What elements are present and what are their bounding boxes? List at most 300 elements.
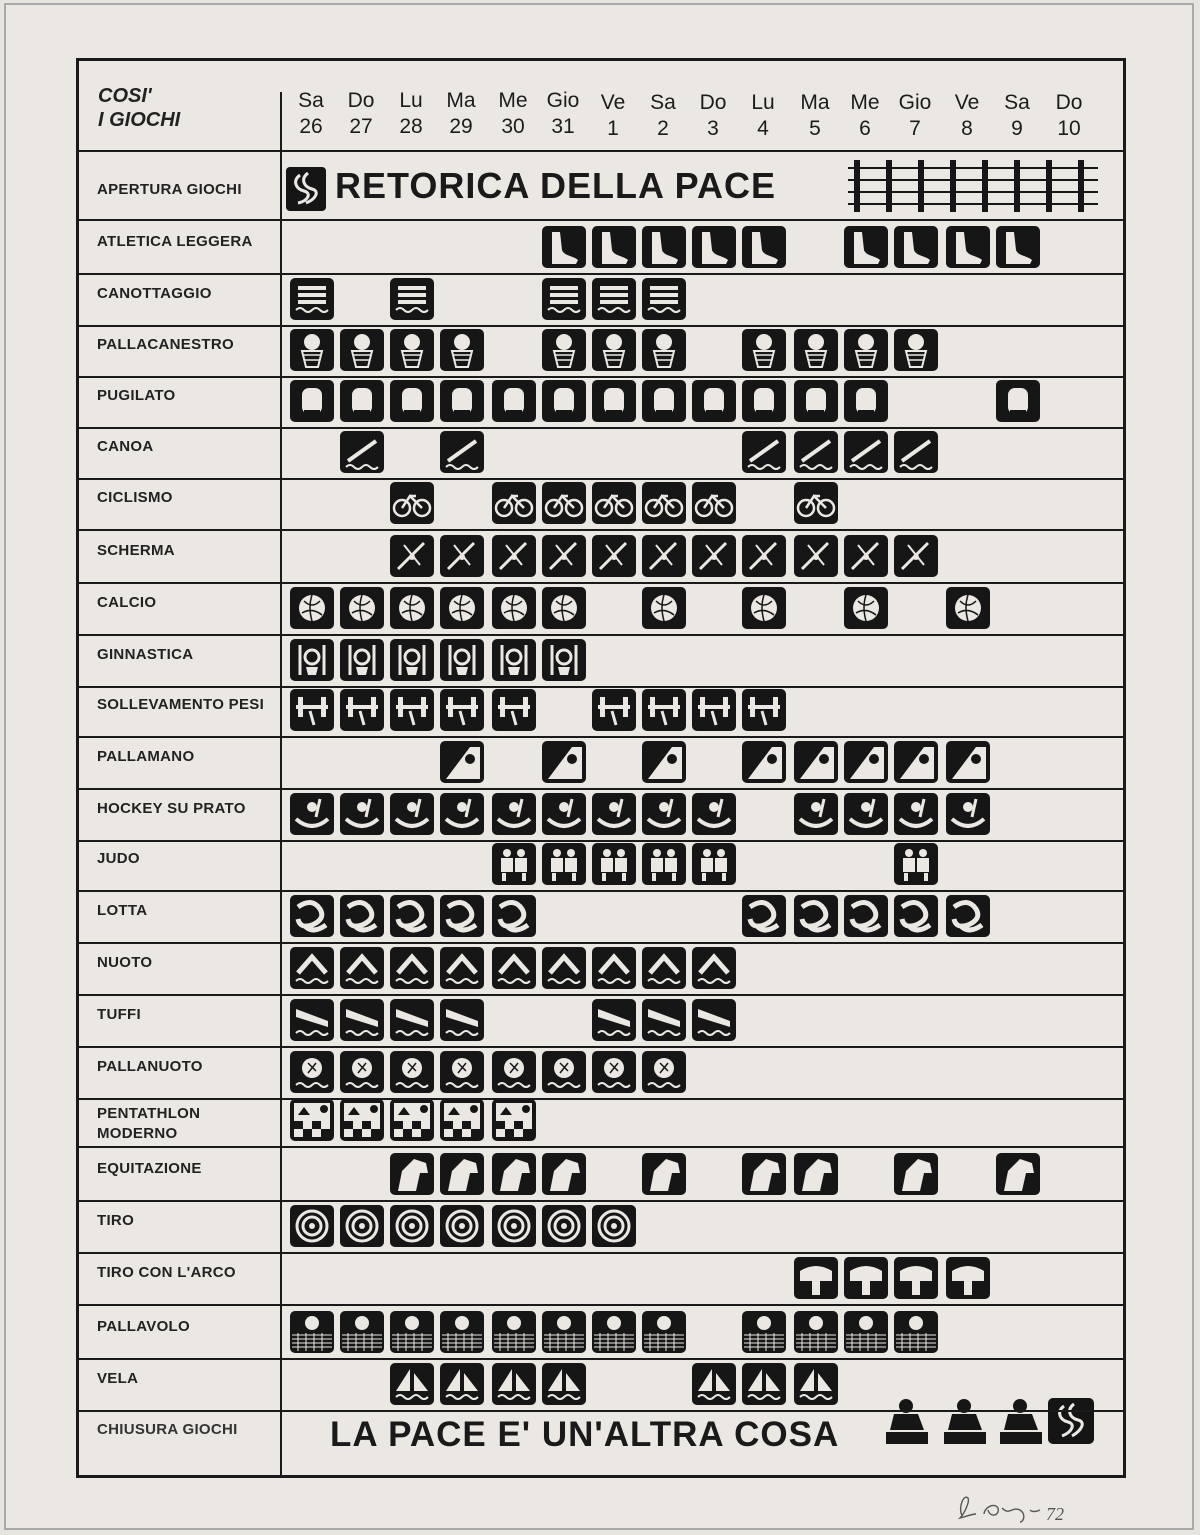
foot-icon (642, 226, 686, 268)
day-column-header (943, 90, 991, 142)
canoe-paddle-icon (794, 431, 838, 473)
row-divider (76, 376, 1126, 378)
day-column-header (689, 90, 737, 142)
day-number: 2 (657, 117, 669, 140)
weightlifting-icon (390, 689, 434, 731)
day-number: 5 (809, 117, 821, 140)
handball-icon (542, 741, 586, 783)
sport-label (97, 1104, 200, 1144)
day-name: Ma (446, 89, 476, 112)
horse-head-icon (894, 1153, 938, 1195)
sport-label: PALLAVOLO (97, 1318, 190, 1335)
volleyball-net-icon (390, 1311, 434, 1353)
water-polo-icon (290, 1051, 334, 1093)
gymnastics-rings-icon (390, 639, 434, 681)
wrestling-icon (390, 895, 434, 937)
boxing-glove-icon (844, 380, 888, 422)
rowing-icon (290, 278, 334, 320)
day-column-header (337, 88, 385, 140)
day-name: Do (347, 89, 375, 112)
fencing-icon (844, 535, 888, 577)
sport-label: EQUITAZIONE (97, 1160, 202, 1177)
day-name: Sa (650, 91, 676, 114)
basketball-icon (440, 329, 484, 371)
fencing-icon (592, 535, 636, 577)
wrestling-icon (340, 895, 384, 937)
weightlifting-icon (340, 689, 384, 731)
day-number: 7 (909, 117, 921, 140)
handball-icon (642, 741, 686, 783)
weightlifting-icon (592, 689, 636, 731)
row-divider (76, 1046, 1126, 1048)
fencing-icon (440, 535, 484, 577)
wrestling-icon (440, 895, 484, 937)
horse-head-icon (996, 1153, 1040, 1195)
day-number: 4 (757, 117, 769, 140)
swimming-icon (642, 947, 686, 989)
hockey-stick-icon (492, 793, 536, 835)
opening-text: RETORICA DELLA PACE (335, 165, 777, 206)
canoe-paddle-icon (844, 431, 888, 473)
archery-bow-icon (894, 1257, 938, 1299)
poster-title (98, 84, 180, 132)
day-column-header (589, 90, 637, 142)
day-column-header (791, 90, 839, 142)
boxing-glove-icon (340, 380, 384, 422)
volleyball-net-icon (492, 1311, 536, 1353)
hockey-stick-icon (894, 793, 938, 835)
boxing-glove-icon (542, 380, 586, 422)
day-column-header (1045, 90, 1093, 142)
day-name: Me (498, 89, 528, 112)
pentathlon-icon (340, 1099, 384, 1141)
swimming-icon (692, 947, 736, 989)
fencing-icon (894, 535, 938, 577)
horse-head-icon (642, 1153, 686, 1195)
day-number: 6 (859, 117, 871, 140)
hockey-stick-icon (692, 793, 736, 835)
volleyball-net-icon (894, 1311, 938, 1353)
day-number: 10 (1057, 117, 1081, 140)
row-divider (76, 890, 1126, 892)
closing-label: CHIUSURA GIOCHI (97, 1421, 238, 1438)
judo-icon (894, 843, 938, 885)
wrestling-icon (844, 895, 888, 937)
volleyball-net-icon (794, 1311, 838, 1353)
day-name: Ma (800, 91, 830, 114)
day-number: 9 (1011, 117, 1023, 140)
gymnastics-rings-icon (492, 639, 536, 681)
target-icon (340, 1205, 384, 1247)
day-number: 28 (399, 115, 423, 138)
hockey-stick-icon (340, 793, 384, 835)
closing-text: LA PACE E' UN'ALTRA COSA (330, 1415, 840, 1454)
hockey-stick-icon (844, 793, 888, 835)
volleyball-net-icon (742, 1311, 786, 1353)
sailboat-icon (542, 1363, 586, 1405)
row-divider (76, 1304, 1126, 1306)
volleyball-net-icon (592, 1311, 636, 1353)
row-divider (76, 1098, 1126, 1100)
swimming-icon (440, 947, 484, 989)
judo-icon (542, 843, 586, 885)
handball-icon (440, 741, 484, 783)
sport-label: SCHERMA (97, 542, 175, 559)
row-divider (76, 529, 1126, 531)
weightlifting-icon (290, 689, 334, 731)
day-name: Gio (898, 91, 932, 114)
swimming-icon (492, 947, 536, 989)
foot-icon (542, 226, 586, 268)
handball-icon (894, 741, 938, 783)
label-column-divider (280, 92, 282, 1477)
sport-label-line: MODERNO (97, 1125, 178, 1142)
bicycle-icon (692, 482, 736, 524)
foot-icon (592, 226, 636, 268)
sport-label: CALCIO (97, 594, 157, 611)
foot-icon (894, 226, 938, 268)
pentathlon-icon (492, 1099, 536, 1141)
basketball-icon (894, 329, 938, 371)
football-icon (844, 587, 888, 629)
volleyball-net-icon (542, 1311, 586, 1353)
seated-figure-icon (998, 1396, 1044, 1446)
basketball-icon (742, 329, 786, 371)
sport-label: HOCKEY SU PRATO (97, 800, 246, 817)
sailboat-icon (390, 1363, 434, 1405)
row-divider (76, 325, 1126, 327)
hockey-stick-icon (440, 793, 484, 835)
swimming-icon (290, 947, 334, 989)
day-column-header (539, 88, 587, 140)
football-icon (742, 587, 786, 629)
basketball-icon (340, 329, 384, 371)
water-polo-icon (542, 1051, 586, 1093)
day-number: 29 (449, 115, 473, 138)
football-icon (440, 587, 484, 629)
sport-label: ATLETICA LEGGERA (97, 233, 253, 250)
canoe-paddle-icon (440, 431, 484, 473)
seated-figure-icon (884, 1396, 930, 1446)
day-number: 31 (551, 115, 575, 138)
hockey-stick-icon (390, 793, 434, 835)
bicycle-icon (390, 482, 434, 524)
hockey-stick-icon (542, 793, 586, 835)
row-divider (76, 1200, 1126, 1202)
pentathlon-icon (290, 1099, 334, 1141)
football-icon (642, 587, 686, 629)
boxing-glove-icon (996, 380, 1040, 422)
volleyball-net-icon (340, 1311, 384, 1353)
basketball-icon (542, 329, 586, 371)
weightlifting-icon (492, 689, 536, 731)
diving-icon (692, 999, 736, 1041)
sport-label: JUDO (97, 850, 140, 867)
swimming-icon (390, 947, 434, 989)
archery-bow-icon (794, 1257, 838, 1299)
sailboat-icon (692, 1363, 736, 1405)
row-divider (76, 427, 1126, 429)
barbed-wire-fence-icon (848, 160, 1098, 212)
bicycle-icon (592, 482, 636, 524)
judo-icon (592, 843, 636, 885)
sport-label: CANOTTAGGIO (97, 285, 212, 302)
horse-head-icon (390, 1153, 434, 1195)
rowing-icon (642, 278, 686, 320)
handball-icon (946, 741, 990, 783)
horse-head-icon (542, 1153, 586, 1195)
row-divider (76, 840, 1126, 842)
canoe-paddle-icon (742, 431, 786, 473)
signature-year: 72 (1046, 1504, 1064, 1524)
fencing-icon (692, 535, 736, 577)
bicycle-icon (794, 482, 838, 524)
sailboat-icon (440, 1363, 484, 1405)
rowing-icon (390, 278, 434, 320)
wrestling-icon (742, 895, 786, 937)
volleyball-net-icon (440, 1311, 484, 1353)
target-icon (592, 1205, 636, 1247)
water-polo-icon (440, 1051, 484, 1093)
water-polo-icon (492, 1051, 536, 1093)
diving-icon (592, 999, 636, 1041)
boxing-glove-icon (692, 380, 736, 422)
diving-icon (642, 999, 686, 1041)
sport-label: TIRO (97, 1212, 135, 1229)
archery-bow-icon (844, 1257, 888, 1299)
sport-label-line: PENTATHLON (97, 1105, 201, 1122)
diving-icon (390, 999, 434, 1041)
canoe-paddle-icon (340, 431, 384, 473)
title-line-1: COSI' (98, 85, 152, 107)
sport-label: GINNASTICA (97, 646, 194, 663)
sailboat-icon (742, 1363, 786, 1405)
day-column-header (993, 90, 1041, 142)
rowing-icon (542, 278, 586, 320)
gymnastics-rings-icon (542, 639, 586, 681)
day-name: Lu (751, 91, 775, 114)
day-name: Ve (954, 91, 980, 114)
judo-icon (692, 843, 736, 885)
day-name: Sa (1004, 91, 1030, 114)
football-icon (946, 587, 990, 629)
row-divider (76, 686, 1126, 688)
gymnastics-rings-icon (440, 639, 484, 681)
day-column-header (739, 90, 787, 142)
row-divider (76, 1410, 1126, 1412)
bicycle-icon (542, 482, 586, 524)
weightlifting-icon (692, 689, 736, 731)
day-number: 1 (607, 117, 619, 140)
opening-divider (76, 219, 1126, 221)
sailboat-icon (794, 1363, 838, 1405)
basketball-icon (390, 329, 434, 371)
pentathlon-icon (440, 1099, 484, 1141)
day-name: Sa (298, 89, 324, 112)
wrestling-icon (894, 895, 938, 937)
sport-label: PALLAMANO (97, 748, 195, 765)
boxing-glove-icon (794, 380, 838, 422)
target-icon (440, 1205, 484, 1247)
artist-signature (950, 1488, 1100, 1528)
boxing-glove-icon (390, 380, 434, 422)
weightlifting-icon (742, 689, 786, 731)
seated-figure-icon (942, 1396, 988, 1446)
day-name: Gio (546, 89, 580, 112)
wrestling-icon (290, 895, 334, 937)
boxing-glove-icon (642, 380, 686, 422)
day-column-header (437, 88, 485, 140)
water-polo-icon (592, 1051, 636, 1093)
day-column-header (841, 90, 889, 142)
basketball-icon (290, 329, 334, 371)
basketball-icon (844, 329, 888, 371)
day-number: 26 (299, 115, 323, 138)
row-divider (76, 634, 1126, 636)
sport-label: PALLANUOTO (97, 1058, 203, 1075)
foot-icon (996, 226, 1040, 268)
pentathlon-icon (390, 1099, 434, 1141)
canoe-paddle-icon (894, 431, 938, 473)
weightlifting-icon (440, 689, 484, 731)
football-icon (340, 587, 384, 629)
water-polo-icon (340, 1051, 384, 1093)
row-divider (76, 994, 1126, 996)
sport-label: LOTTA (97, 902, 148, 919)
football-icon (542, 587, 586, 629)
hockey-stick-icon (592, 793, 636, 835)
row-divider (76, 1146, 1126, 1148)
basketball-icon (592, 329, 636, 371)
basketball-icon (642, 329, 686, 371)
day-name: Do (699, 91, 727, 114)
boxing-glove-icon (440, 380, 484, 422)
target-icon (492, 1205, 536, 1247)
volleyball-net-icon (844, 1311, 888, 1353)
row-divider (76, 273, 1126, 275)
horse-head-icon (492, 1153, 536, 1195)
sport-label: PUGILATO (97, 387, 176, 404)
fencing-icon (794, 535, 838, 577)
row-divider (76, 478, 1126, 480)
boxing-glove-icon (290, 380, 334, 422)
handball-icon (742, 741, 786, 783)
row-divider (76, 1358, 1126, 1360)
boxing-glove-icon (592, 380, 636, 422)
football-icon (390, 587, 434, 629)
hockey-stick-icon (290, 793, 334, 835)
sport-label: TUFFI (97, 1006, 141, 1023)
olympic-logo-icon (286, 167, 326, 211)
foot-icon (946, 226, 990, 268)
fencing-icon (642, 535, 686, 577)
fencing-icon (742, 535, 786, 577)
row-divider (76, 582, 1126, 584)
handball-icon (794, 741, 838, 783)
day-column-header (639, 90, 687, 142)
sailboat-icon (492, 1363, 536, 1405)
volleyball-net-icon (642, 1311, 686, 1353)
football-icon (290, 587, 334, 629)
hockey-stick-icon (794, 793, 838, 835)
title-line-2: I GIOCHI (98, 109, 181, 131)
basketball-icon (794, 329, 838, 371)
wrestling-icon (492, 895, 536, 937)
row-divider (76, 942, 1126, 944)
sport-label: CANOA (97, 438, 154, 455)
target-icon (390, 1205, 434, 1247)
day-column-header (489, 88, 537, 140)
gymnastics-rings-icon (340, 639, 384, 681)
day-name: Do (1055, 91, 1083, 114)
swimming-icon (542, 947, 586, 989)
fencing-icon (542, 535, 586, 577)
sport-label: NUOTO (97, 954, 153, 971)
horse-head-icon (794, 1153, 838, 1195)
football-icon (492, 587, 536, 629)
bicycle-icon (492, 482, 536, 524)
horse-head-icon (742, 1153, 786, 1195)
day-number: 27 (349, 115, 373, 138)
target-icon (542, 1205, 586, 1247)
day-number: 8 (961, 117, 973, 140)
day-name: Ve (600, 91, 626, 114)
judo-icon (492, 843, 536, 885)
day-column-header (287, 88, 335, 140)
archery-bow-icon (946, 1257, 990, 1299)
day-column-header (387, 88, 435, 140)
fencing-icon (390, 535, 434, 577)
bicycle-icon (642, 482, 686, 524)
hockey-stick-icon (946, 793, 990, 835)
boxing-glove-icon (492, 380, 536, 422)
target-icon (290, 1205, 334, 1247)
day-number: 3 (707, 117, 719, 140)
wrestling-icon (946, 895, 990, 937)
rowing-icon (592, 278, 636, 320)
handball-icon (844, 741, 888, 783)
boxing-glove-icon (742, 380, 786, 422)
foot-icon (844, 226, 888, 268)
foot-icon (742, 226, 786, 268)
fencing-icon (492, 535, 536, 577)
horse-head-icon (440, 1153, 484, 1195)
swimming-icon (340, 947, 384, 989)
diving-icon (290, 999, 334, 1041)
hockey-stick-icon (642, 793, 686, 835)
day-column-header (891, 90, 939, 142)
volleyball-net-icon (290, 1311, 334, 1353)
water-polo-icon (390, 1051, 434, 1093)
water-polo-icon (642, 1051, 686, 1093)
opening-label: APERTURA GIOCHI (97, 181, 242, 198)
sport-label: SOLLEVAMENTO PESI (97, 696, 265, 713)
judo-icon (642, 843, 686, 885)
day-number: 30 (501, 115, 525, 138)
olympic-logo-icon (1048, 1398, 1094, 1444)
sport-label: VELA (97, 1370, 139, 1387)
wrestling-icon (794, 895, 838, 937)
weightlifting-icon (642, 689, 686, 731)
gymnastics-rings-icon (290, 639, 334, 681)
swimming-icon (592, 947, 636, 989)
day-name: Lu (399, 89, 423, 112)
header-divider (76, 150, 1126, 152)
foot-icon (692, 226, 736, 268)
sport-label: CICLISMO (97, 489, 173, 506)
row-divider (76, 1252, 1126, 1254)
row-divider (76, 788, 1126, 790)
